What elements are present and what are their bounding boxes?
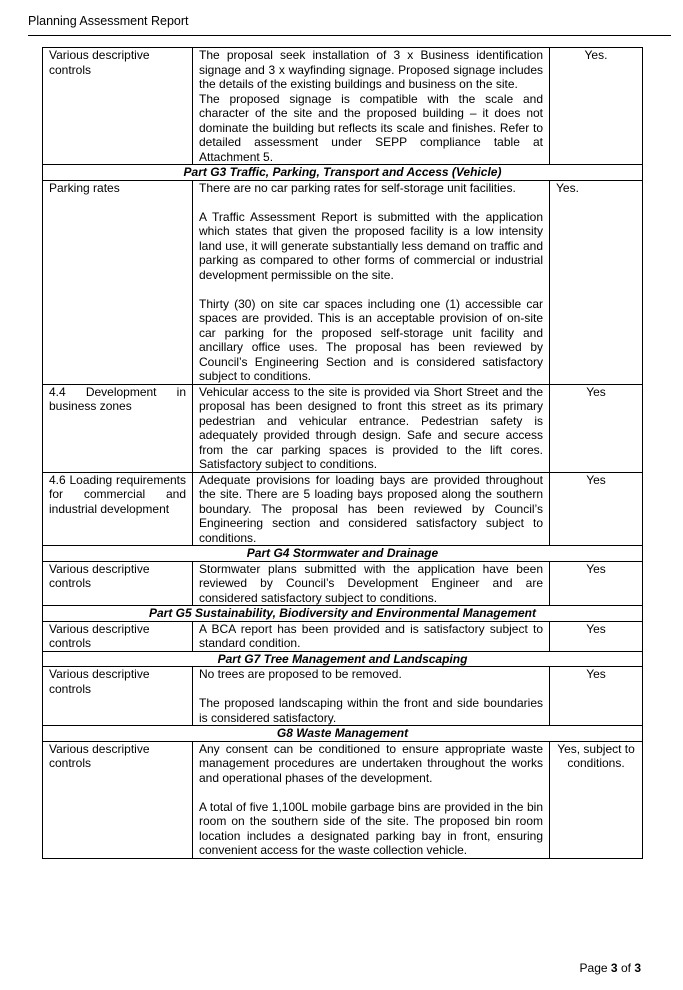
comment-paragraph: Vehicular access to the site is provided via Short Street and the proposal has been designed to front this street as its primary pedestrian and vehicular entrance. Pedestrian safety is adequately provided through design. Safe and secure access from the car parking spaces is provided to the lift cores. Satisfactory subject to conditions. xyxy=(199,384,543,471)
comment-cell xyxy=(193,561,550,606)
section-row xyxy=(43,165,643,181)
table-row xyxy=(43,180,643,384)
comment-paragraph: A total of five 1,100L mobile garbage bins are provided in the bin room on the southern side of the site. The proposed bin room location includes a designated parking bay in front, ensuring convenient access for the waste collection vehicle. xyxy=(199,799,543,857)
section-row xyxy=(43,606,643,622)
control-cell: 4.6 Loading requirements for commercial and industrial development xyxy=(43,472,193,546)
section-row xyxy=(43,651,643,667)
comment-paragraph: There are no car parking rates for self-storage unit facilities. xyxy=(199,180,516,195)
complies-cell: Yes, subject to conditions. xyxy=(550,741,643,858)
complies-cell: Yes xyxy=(550,561,643,606)
table-row xyxy=(43,741,643,858)
comment-paragraph: Thirty (30) on site car spaces including one (1) accessible car spaces are provided. This is an acceptable provision of on-site car parking for the proposed self-storage unit facility and ancillary office uses. The proposal has been reviewed by Council’s Engineering Section and is considered satisfactory subject to conditions. xyxy=(199,296,543,383)
report-title: Planning Assessment Report xyxy=(28,14,189,28)
comment-cell xyxy=(193,180,550,384)
table-row xyxy=(43,621,643,651)
comment-paragraph: The proposed landscaping within the front and side boundaries is considered satisfactory. xyxy=(199,696,543,725)
comment-paragraph: The proposal seek installation of 3 x Business identification signage and 3 x wayfinding signage. Proposed signage includes the details of the existing buildings and business on the site. xyxy=(199,48,543,91)
page-of: of xyxy=(620,961,631,975)
section-heading: Part G3 Traffic, Parking, Transport and Access (Vehicle) xyxy=(43,165,643,181)
section-heading: Part G4 Stormwater and Drainage xyxy=(43,546,643,562)
comment-paragraph: The proposed signage is compatible with the scale and character of the site and the proposed building – it does not dominate the building but reflects its scale and finishes. Refer to detailed assessment under SEPP compliance table at Attachment 5. xyxy=(199,91,543,164)
control-cell: Various descriptive controls xyxy=(43,667,193,726)
section-row xyxy=(43,726,643,742)
comment-cell xyxy=(193,741,550,858)
control-cell: Various descriptive controls xyxy=(43,48,193,165)
comment-cell xyxy=(193,472,550,546)
comment-paragraph: No trees are proposed to be removed. xyxy=(199,667,402,681)
assessment-table xyxy=(42,47,643,859)
header-divider xyxy=(28,35,671,36)
control-cell: Various descriptive controls xyxy=(43,621,193,651)
control-cell: Parking rates xyxy=(43,180,193,384)
page-number xyxy=(580,961,641,975)
page-label: Page xyxy=(579,961,608,975)
table-row xyxy=(43,667,643,726)
comment-paragraph: A BCA report has been provided and is satisfactory subject to standard condition. xyxy=(199,621,543,650)
section-row xyxy=(43,546,643,562)
table-row xyxy=(43,384,643,472)
control-cell: Various descriptive controls xyxy=(43,561,193,606)
table-row xyxy=(43,561,643,606)
comment-cell xyxy=(193,384,550,472)
comment-paragraph: Any consent can be conditioned to ensure appropriate waste management procedures are undertaken throughout the works and operational phases of the development. xyxy=(199,741,543,785)
complies-cell: Yes. xyxy=(550,48,643,165)
table-row xyxy=(43,48,643,165)
section-heading: Part G7 Tree Management and Landscaping xyxy=(43,651,643,667)
section-heading: G8 Waste Management xyxy=(43,726,643,742)
complies-cell: Yes. xyxy=(550,180,643,384)
comment-cell xyxy=(193,667,550,726)
complies-cell: Yes xyxy=(550,667,643,726)
control-cell: 4.4 Development in business zones xyxy=(43,384,193,472)
page-total: 3 xyxy=(634,961,641,975)
comment-paragraph: Adequate provisions for loading bays are provided throughout the site. There are 5 loading bays proposed along the southern boundary. The proposal has been reviewed by Council’s Engineering section and considered satisfactory subject to conditions. xyxy=(199,472,543,545)
complies-cell: Yes xyxy=(550,384,643,472)
comment-cell xyxy=(193,48,550,165)
section-heading: Part G5 Sustainability, Biodiversity and Environmental Management xyxy=(43,606,643,622)
page-current: 3 xyxy=(610,961,618,975)
table-row xyxy=(43,472,643,546)
control-cell: Various descriptive controls xyxy=(43,741,193,858)
comment-cell xyxy=(193,621,550,651)
comment-paragraph: A Traffic Assessment Report is submitted with the application which states that given the proposed facility is a low intensity land use, it will generate substantially less demand on traffic and parking as compared to other forms of commercial or industrial development permissible on the site. xyxy=(199,209,543,282)
complies-cell: Yes xyxy=(550,472,643,546)
comment-paragraph: Stormwater plans submitted with the application have been reviewed by Council’s Development Engineer and are considered satisfactory subject to conditions. xyxy=(199,561,543,605)
complies-cell: Yes xyxy=(550,621,643,651)
